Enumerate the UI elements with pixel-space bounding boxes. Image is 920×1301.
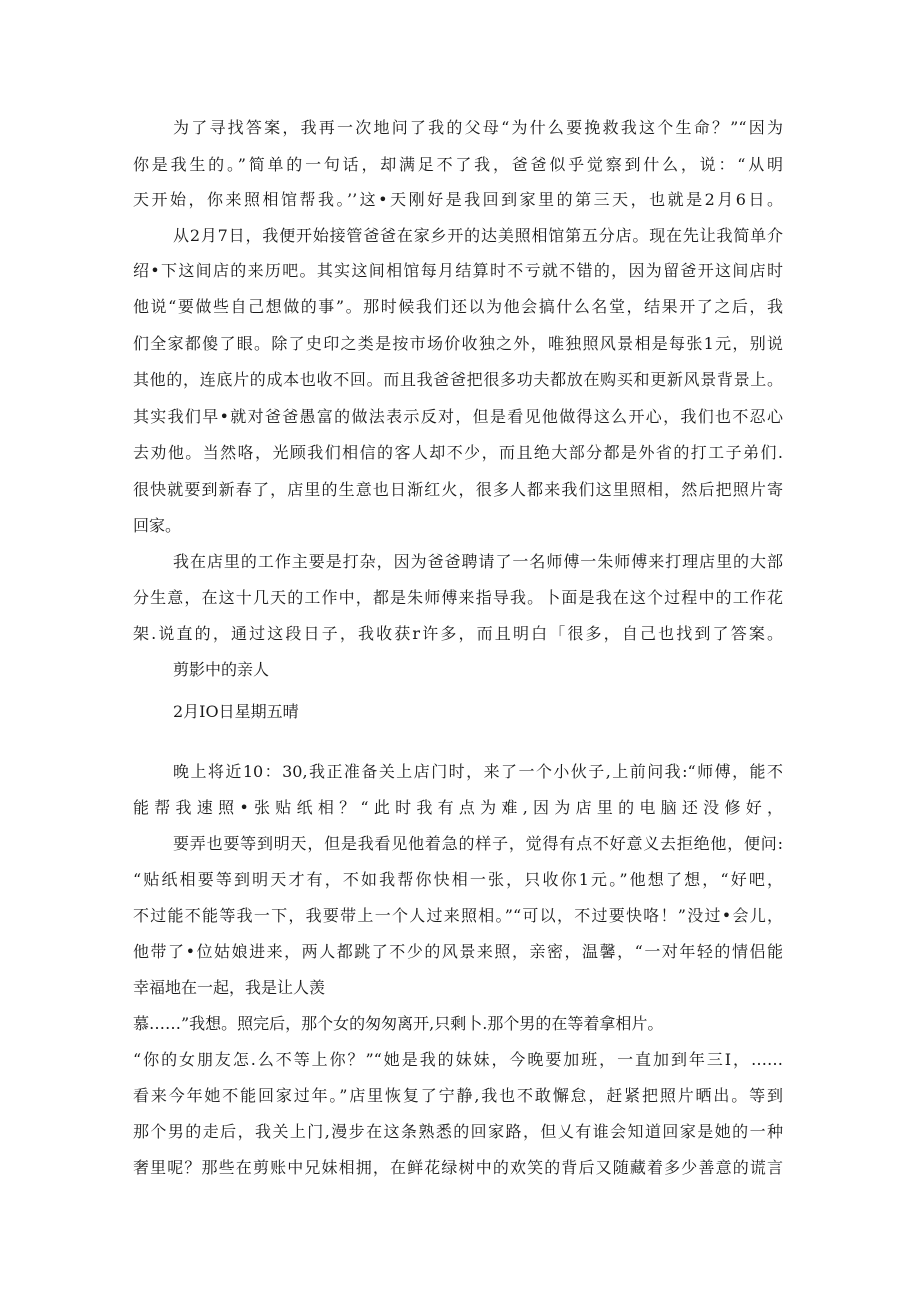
- paragraph-line: 你是我生的。”简单的一句话，却满足不了我，爸爸似乎觉察到什么，说：“从明: [133, 155, 783, 174]
- paragraph-line: “你的女朋友怎.么不等上你？”“她是我的妹妹，今晚要加班，一直加到年三I，……: [133, 1050, 783, 1069]
- paragraph-line: 很快就要到新春了，店里的生意也日渐红火，很多人都来我们这里照相，然后把照片寄: [133, 480, 783, 499]
- paragraph-line: 绍•下这间店的来历吧。其实这间相馆每月结算时不亏就不错的，因为留爸开这间店时: [133, 261, 783, 280]
- paragraph-line: 其他的，连底片的成本也收不回。而且我爸爸把很多功夫都放在购买和更新风景背景上。: [133, 370, 783, 389]
- paragraph-line: 从2月7日，我便开始接管爸爸在家乡开的达美照相馆第五分店。现在先让我简单介: [173, 226, 783, 245]
- paragraph-line: 为了寻找答案，我再一次地问了我的父母“为什么要挽救我这个生命？”“因为: [173, 118, 783, 137]
- paragraph-line: 要弄也要等到明天，但是我看见他着急的样子，觉得有点不好意义去拒绝他，便问:: [173, 834, 783, 853]
- paragraph-line: 他带了•位姑娘进来，两人都跳了不少的风景来照，亲密，温馨，“一对年轻的情侣能: [133, 942, 783, 961]
- paragraph-line: 去劝他。当然咯，光顾我们相信的客人却不少，而且绝大部分都是外省的打工子弟们.: [133, 443, 783, 462]
- paragraph-line: 幸福地在一起，我是让人羡: [133, 978, 326, 997]
- paragraph-line: 们全家都傻了眼。除了史印之类是按市场价收独之外，唯独照风景相是每张1元，别说: [133, 334, 783, 353]
- paragraph-line: 慕……”我想。照完后，那个女的匆匆离开,只剩卜.那个男的在等着拿相片。: [133, 1014, 664, 1033]
- paragraph-line: 架.说直的，通过这段日子，我收获r许多，而且明白「很多，自己也找到了答案。: [133, 624, 783, 643]
- paragraph-line: 分生意，在这十几天的工作中，都是朱师傅来指导我。卜面是我在这个过程中的工作花: [133, 588, 783, 607]
- paragraph-line: 其实我们早•就对爸爸愚富的做法表示反对，但是看见他做得这么开心，我们也不忍心: [133, 407, 783, 426]
- paragraph-line: 回家。: [133, 516, 182, 535]
- paragraph-line: 那个男的走后，我关上门,漫步在这条熟悉的回家路，但乂有谁会知道回家是她的一种: [133, 1122, 783, 1141]
- diary-date: 2月IO日星期五晴: [173, 702, 299, 721]
- paragraph-line: 看来今年她不能回家过年。”店里恢复了宁静,我也不敢懈怠，赶紧把照片晒出。等到: [133, 1086, 783, 1105]
- paragraph-line: 晚上将近10：30,我正准备关上店门时，来了一个小伙子,上前问我:“师傅，能不: [173, 762, 783, 781]
- paragraph-line: 天开始，你来照相馆帮我。’’这•天刚好是我回到家里的第三天，也就是2月6日。: [133, 190, 783, 209]
- paragraph-line: “贴纸相要等到明天才有，不如我帮你快相一张，只收你1元。”他想了想，“好吧，: [133, 870, 783, 889]
- paragraph-line: 他说“要做些自己想做的事”。那时候我们还以为他会搞什么名堂，结果开了之后，我: [133, 297, 783, 316]
- paragraph-line: 不过能不能等我一下，我要带上一个人过来照相。”“可以，不过要快咯！”没过•会儿，: [133, 906, 783, 925]
- paragraph-line: 能帮我速照•张贴纸相？“此时我有点为难,因为店里的电脑还没修好，: [133, 798, 783, 817]
- paragraph-line: 我在店里的工作主要是打杂，因为爸爸聘请了一名师傅一朱师傅来打理店里的大部: [173, 552, 783, 571]
- paragraph-line: 奢里呢？那些在剪账中兄妹相拥，在鲜花绿树中的欢笑的背后又随藏着多少善意的谎言: [133, 1158, 783, 1177]
- section-heading: 剪影中的亲人: [173, 660, 270, 679]
